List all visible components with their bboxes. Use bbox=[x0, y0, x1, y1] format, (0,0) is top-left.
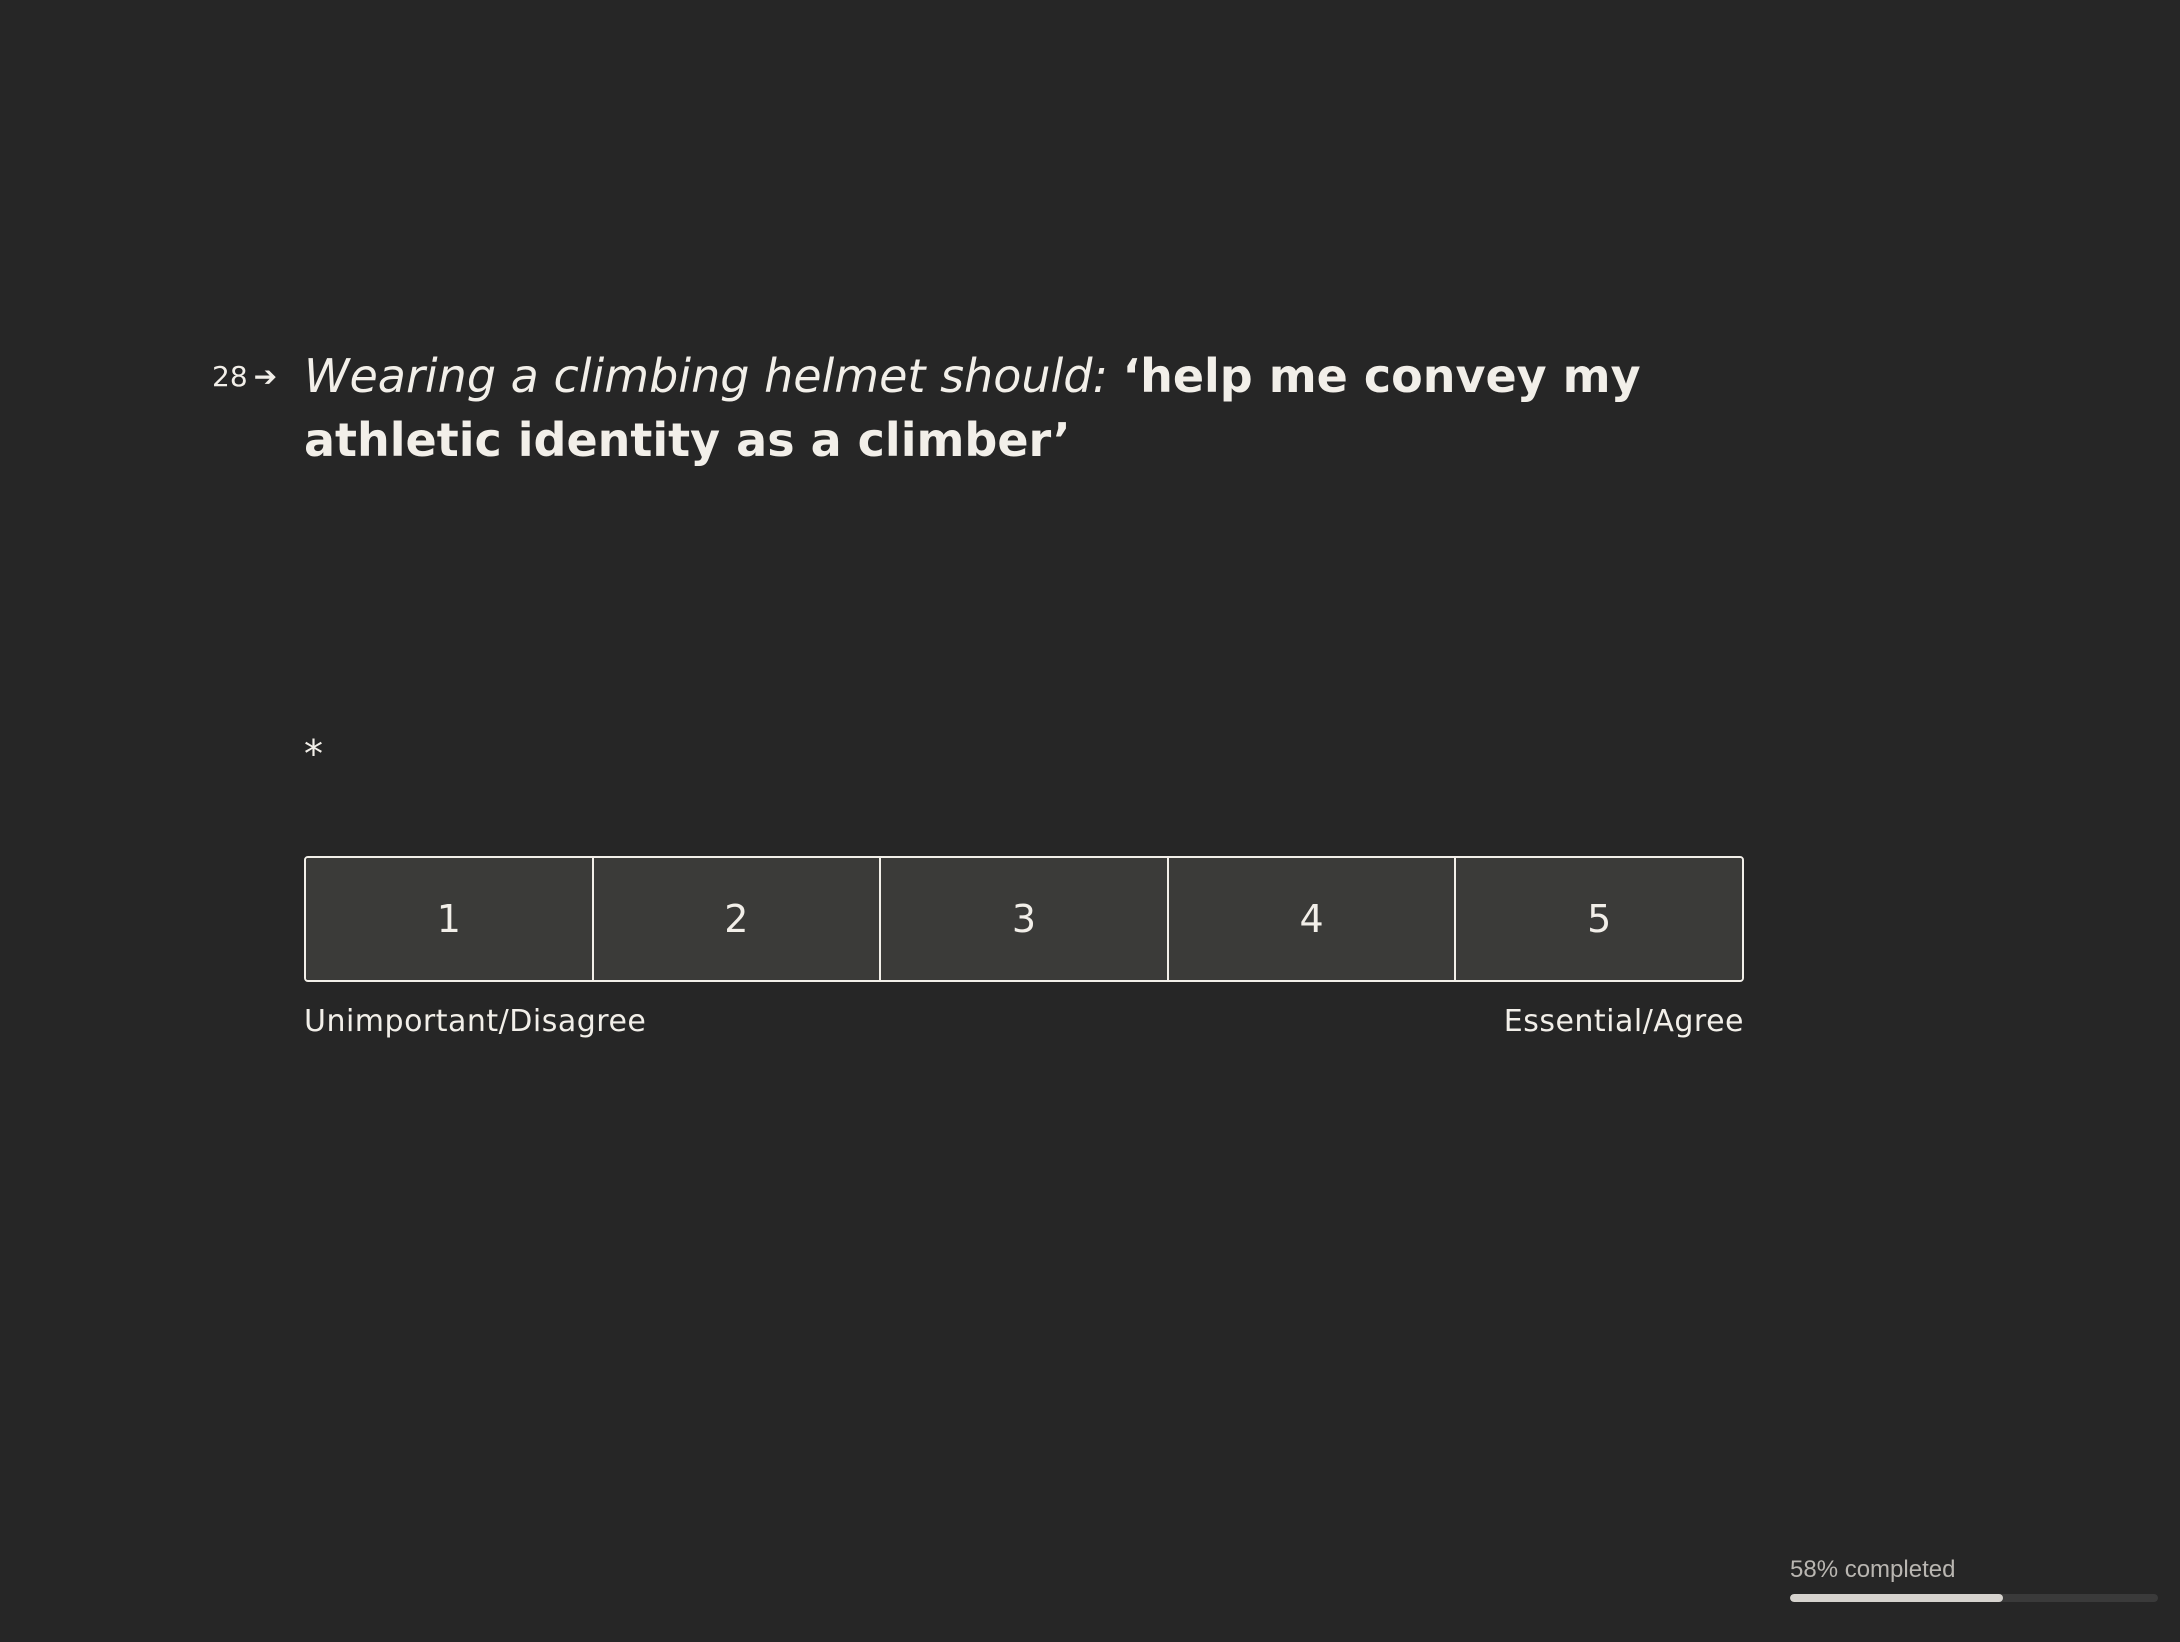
scale-option-1[interactable]: 1 bbox=[306, 858, 594, 980]
scale-min-label: Unimportant/Disagree bbox=[304, 1004, 647, 1039]
question-statement-text: ‘help me convey my athletic identity as a climber’ bbox=[304, 349, 1641, 467]
arrow-right-icon: ➔ bbox=[253, 360, 278, 393]
question-title bbox=[304, 344, 1764, 472]
required-marker: * bbox=[304, 732, 323, 776]
scale-option-3[interactable]: 3 bbox=[881, 858, 1169, 980]
progress-text: 58% completed bbox=[1790, 1556, 1956, 1583]
question-number-label: 28 bbox=[212, 360, 248, 393]
scale-max-label: Essential/Agree bbox=[1503, 1004, 1744, 1039]
opinion-scale bbox=[304, 856, 1744, 982]
question-number bbox=[212, 360, 277, 393]
progress-fill bbox=[1790, 1594, 2003, 1602]
question-lead-text: Wearing a climbing helmet should: bbox=[304, 349, 1108, 403]
scale-option-2[interactable]: 2 bbox=[594, 858, 882, 980]
scale-option-5[interactable]: 5 bbox=[1456, 858, 1742, 980]
progress-track bbox=[1790, 1594, 2158, 1602]
scale-option-4[interactable]: 4 bbox=[1169, 858, 1457, 980]
progress-indicator bbox=[1790, 1556, 2158, 1602]
